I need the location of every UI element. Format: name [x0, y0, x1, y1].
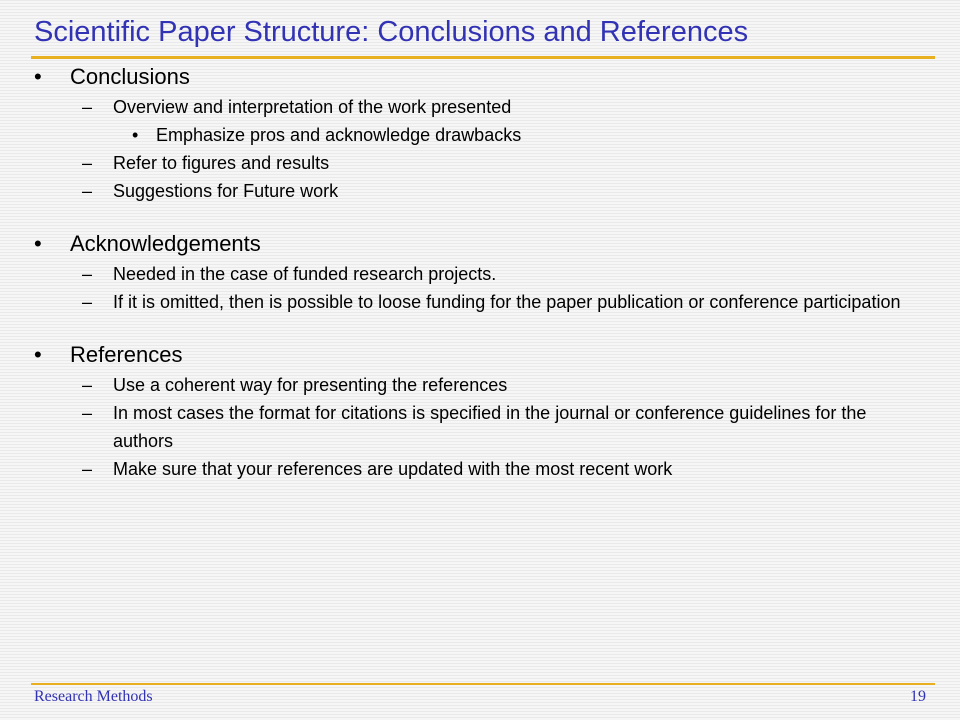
section-heading: Conclusions: [70, 64, 190, 89]
dash-icon: –: [82, 375, 93, 395]
sub-item: [0, 455, 960, 483]
sub-sub-item: [0, 121, 960, 149]
footer-page-number: 19: [910, 688, 926, 705]
slide-title: Scientific Paper Structure: Conclusions and References: [34, 16, 749, 48]
bullet-icon: •: [34, 231, 42, 256]
section-heading: Acknowledgements: [70, 231, 261, 256]
bullet-heading: [0, 227, 960, 260]
sub-item-text: Use a coherent way for presenting the references: [113, 375, 508, 395]
section-conclusions: [0, 60, 960, 205]
sub-item-text: If it is omitted, then is possible to loose funding for the paper publication or conference participation: [113, 292, 901, 312]
sub-item: [0, 288, 960, 316]
dash-icon: –: [82, 97, 93, 117]
sub-item-text: Needed in the case of funded research projects.: [113, 264, 497, 284]
dash-icon: –: [82, 459, 93, 479]
footer-course-name: Research Methods: [34, 688, 153, 705]
sub-item-text: Refer to figures and results: [113, 153, 330, 173]
dash-icon: –: [82, 153, 93, 173]
dash-icon: –: [82, 181, 93, 201]
sub-sub-item-text: Emphasize pros and acknowledge drawbacks: [156, 125, 522, 145]
section-acknowledgements: [0, 227, 960, 316]
sub-item: [0, 371, 960, 399]
slide-content: [0, 60, 960, 483]
bullet-icon: •: [34, 64, 42, 89]
section-heading: References: [70, 342, 183, 367]
sub-item-text: In most cases the format for citations is specified in the journal or conference guidelines for the authors: [113, 403, 867, 451]
sub-item: [0, 177, 960, 205]
dash-icon: –: [82, 292, 93, 312]
sub-item-text: Suggestions for Future work: [113, 181, 339, 201]
bullet-icon: •: [132, 125, 139, 145]
title-divider: [31, 56, 935, 59]
footer-divider: [31, 683, 935, 685]
bullet-heading: [0, 338, 960, 371]
sub-item: [0, 149, 960, 177]
sub-item: [0, 399, 960, 455]
bullet-heading: [0, 60, 960, 93]
sub-item: [0, 260, 960, 288]
section-references: [0, 338, 960, 483]
bullet-icon: •: [34, 342, 42, 367]
sub-item: [0, 93, 960, 121]
sub-item-text: Overview and interpretation of the work presented: [113, 97, 512, 117]
sub-item-text: Make sure that your references are updated with the most recent work: [113, 459, 673, 479]
dash-icon: –: [82, 403, 93, 423]
dash-icon: –: [82, 264, 93, 284]
